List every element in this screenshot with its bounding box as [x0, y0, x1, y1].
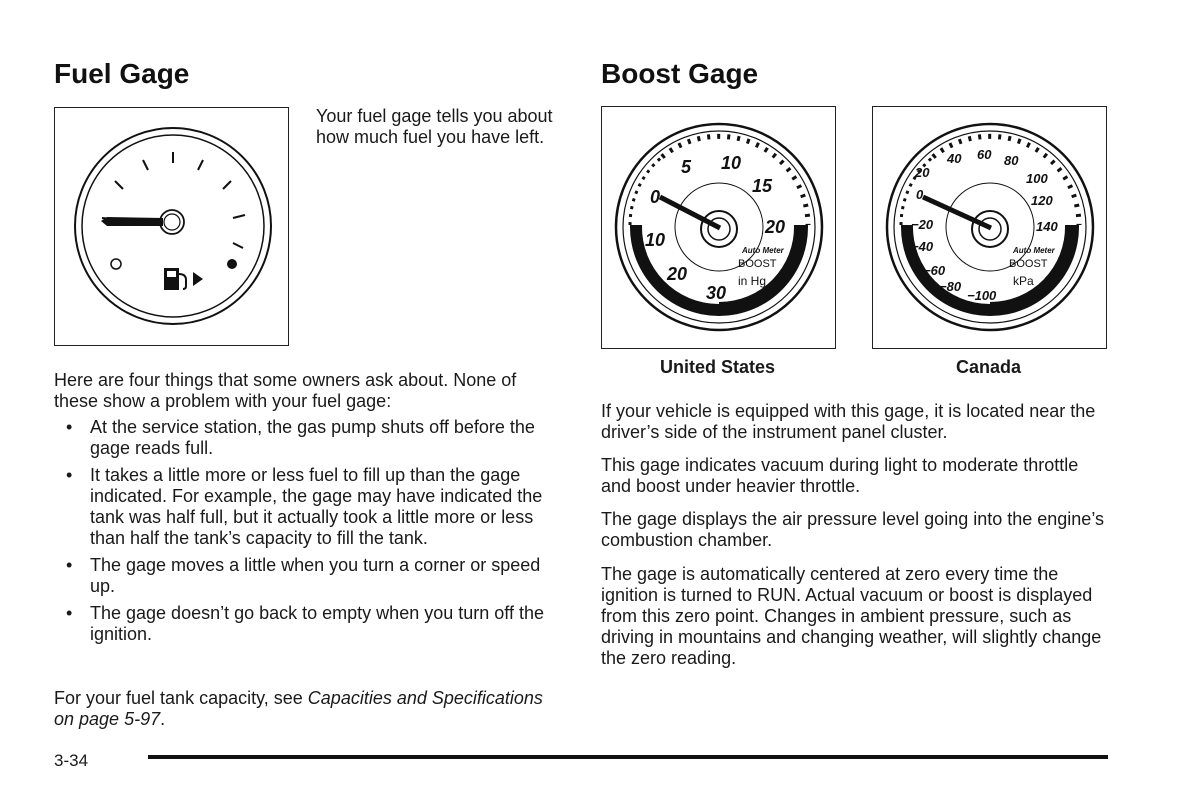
boost-gauge-us-illustration	[601, 106, 836, 349]
ca-tick-label: −20	[911, 217, 934, 232]
footer-rule	[148, 755, 1108, 759]
us-zero-label: 0	[650, 187, 661, 207]
bullet-text: It takes a little more or less fuel to fill up than the gage indicated. For example, the gage may have indicated the tank was half full, but it actually took a little more or less than half the tank’s capacity to fill the tank.	[90, 465, 543, 548]
canada-caption: Canada	[955, 357, 1022, 377]
boost-paragraph: This gage indicates vacuum during light to moderate throttle and boost under heavier throttle.	[601, 455, 1079, 496]
boost-paragraph: The gage is automatically centered at zero every time the ignition is turned to RUN. Actual vacuum or boost is displayed from this zero point. Changes in ambient pressure, such as driving in mountains and changing weather, will slightly change the zero reading.	[601, 564, 1102, 668]
capacity-reference-link[interactable]: Capacities and Specifications on page 5-97	[54, 688, 543, 729]
bullet-icon: •	[66, 603, 73, 623]
boost-gauge-us-graphic	[602, 107, 835, 348]
us-brand-logo: Auto Meter	[742, 246, 784, 255]
us-boost-label: BOOST	[738, 258, 777, 270]
bullet-text: The gage moves a little when you turn a corner or speed up.	[90, 555, 541, 596]
ca-tick-label: −80	[939, 279, 962, 294]
ca-tick-label: −100	[967, 288, 997, 303]
fuel-intro-text: Your fuel gage tells you about how much fuel you have left.	[316, 106, 553, 147]
fuel-gage-illustration	[54, 107, 289, 346]
ca-tick-label: 60	[977, 147, 992, 162]
fuel-capacity-text	[54, 688, 554, 730]
us-tick-label: 5	[681, 157, 692, 177]
ca-tick-label: −40	[911, 239, 934, 254]
us-unit-label: in Hg	[738, 274, 767, 288]
fuel-gauge-graphic	[55, 108, 288, 345]
ca-tick-label: 20	[915, 165, 930, 180]
ca-brand-logo: Auto Meter	[1013, 246, 1055, 255]
ca-tick-label: −60	[923, 263, 946, 278]
fuel-gage-heading: Fuel Gage	[54, 58, 190, 89]
boost-gauge-canada-graphic	[873, 107, 1106, 348]
boost-paragraph: If your vehicle is equipped with this gage, it is located near the driver’s side of the instrument panel cluster.	[601, 401, 1096, 442]
boost-paragraph: The gage displays the air pressure level going into the engine’s combustion chamber.	[601, 509, 1104, 550]
ca-zero-label: 0	[916, 187, 924, 202]
bullet-icon: •	[66, 555, 73, 575]
us-caption: United States	[659, 357, 776, 377]
fuel-pump-icon	[164, 268, 203, 290]
ca-tick-label: 100	[1026, 171, 1048, 186]
ca-tick-label: 120	[1031, 193, 1053, 208]
capacity-suffix: .	[160, 709, 166, 729]
list-item	[54, 555, 564, 597]
fuel-bullet-list	[54, 417, 564, 651]
list-item	[54, 417, 564, 459]
us-tick-label: 20	[667, 264, 688, 284]
us-tick-label: 30	[706, 283, 727, 303]
fuel-lead-text: Here are four things that some owners ask about. None of these show a problem with your fuel gage:	[54, 370, 517, 411]
list-item	[54, 465, 564, 549]
bullet-icon: •	[66, 417, 73, 437]
boost-gauge-canada-illustration	[872, 106, 1107, 349]
us-tick-label: 10	[721, 153, 742, 173]
bullet-text: At the service station, the gas pump shuts off before the gage reads full.	[90, 417, 535, 458]
ca-tick-label: 140	[1036, 219, 1058, 234]
ca-unit-label: kPa	[1013, 274, 1034, 288]
list-item	[54, 603, 564, 645]
bullet-icon: •	[66, 465, 73, 485]
capacity-prefix: For your fuel tank capacity, see	[54, 688, 308, 708]
bullet-text: The gage doesn’t go back to empty when you turn off the ignition.	[90, 603, 544, 644]
boost-gage-heading: Boost Gage	[601, 58, 759, 89]
us-tick-label: 15	[752, 176, 773, 196]
us-tick-label: 20	[765, 217, 786, 237]
page-number: 3-34	[54, 751, 89, 770]
ca-tick-label: 40	[947, 151, 962, 166]
us-tick-label: 10	[645, 230, 666, 250]
ca-tick-label: 80	[1004, 153, 1019, 168]
ca-boost-label: BOOST	[1009, 258, 1048, 270]
